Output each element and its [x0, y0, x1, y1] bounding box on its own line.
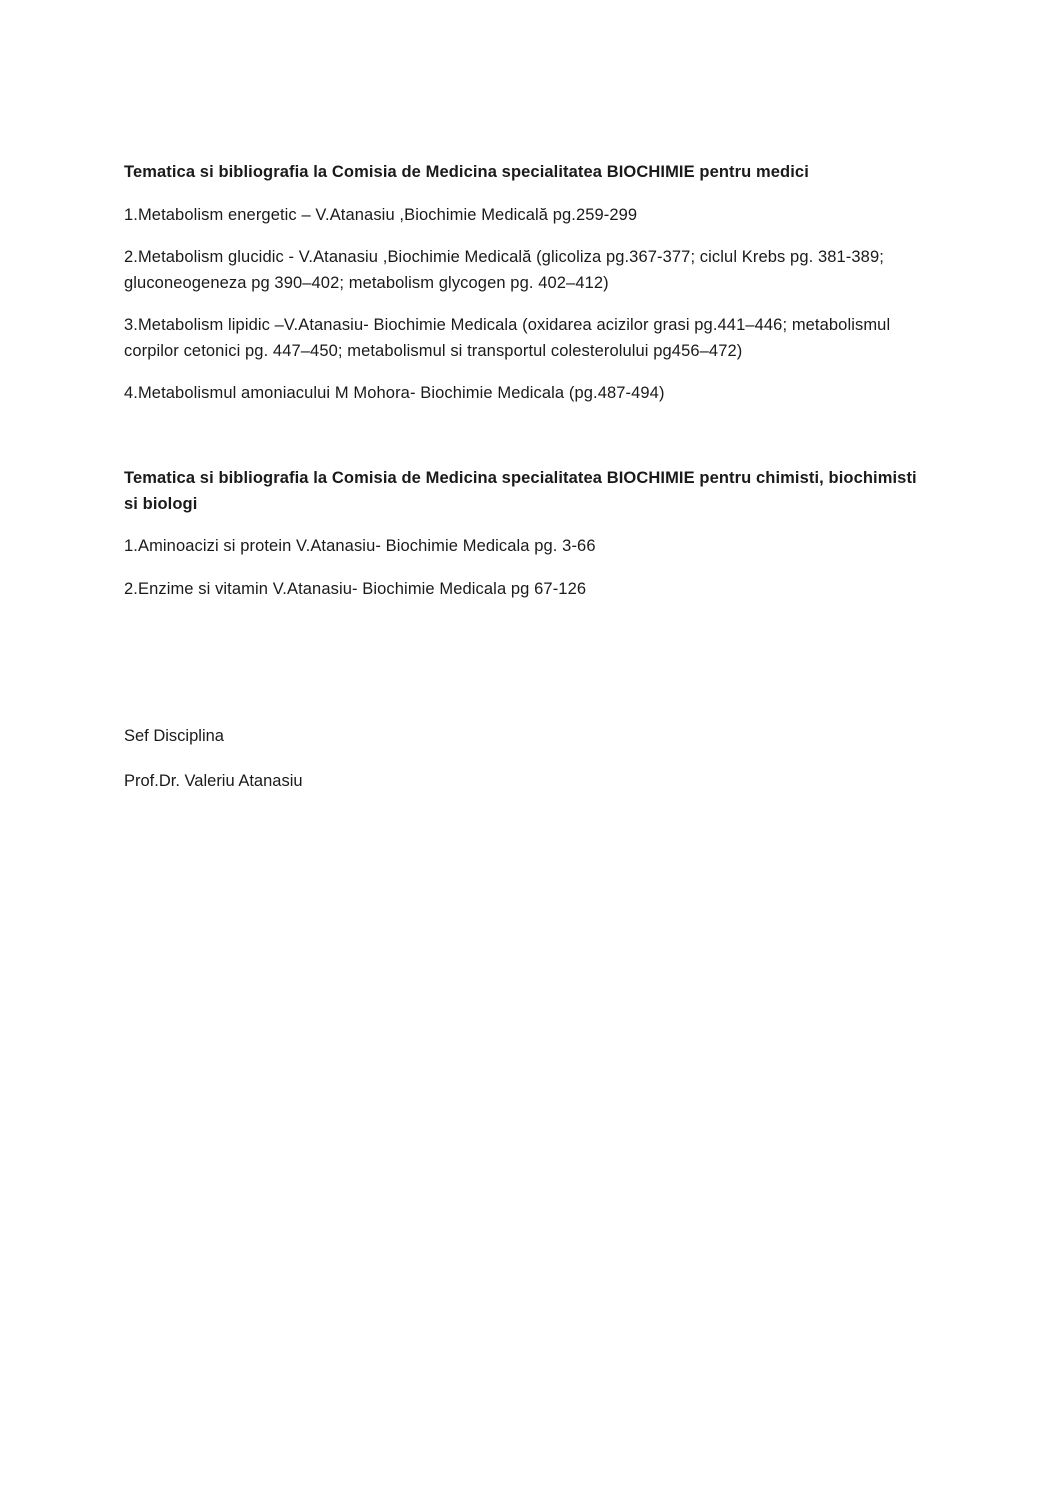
section-2-item-1: 1.Aminoacizi si protein V.Atanasiu- Biochimie Medicala pg. 3-66	[124, 537, 596, 556]
document-content	[124, 160, 924, 813]
section-2-item-2: 2.Enzime si vitamin V.Atanasiu- Biochimie Medicala pg 67-126	[124, 579, 587, 598]
section-1-item-2: 2.Metabolism glucidic - V.Atanasiu ,Biochimie Medicală (glicoliza pg.367-377; ciclul Krebs pg. 381-389; gluconeogeneza pg 390–402; metabolism glycogen pg. 402–412)	[124, 248, 884, 292]
section-divider-spacer	[124, 424, 924, 466]
section-1-item-1: 1.Metabolism energetic – V.Atanasiu ,Biochimie Medicală pg.259-299	[124, 205, 638, 224]
signature-spacer	[124, 619, 924, 724]
section-2-heading: Tematica si bibliografia la Comisia de Medicina specialitatea BIOCHIMIE pentru chimisti, biochimisti si biologi	[124, 468, 917, 513]
section-1-item-4: 4.Metabolismul amoniacului M Mohora- Biochimie Medicala (pg.487-494)	[124, 384, 665, 403]
section-1-heading: Tematica si bibliografia la Comisia de Medicina specialitatea BIOCHIMIE pentru medici	[124, 163, 809, 181]
signature-role: Sef Disciplina	[124, 727, 224, 746]
signature-name: Prof.Dr. Valeriu Atanasiu	[124, 771, 303, 790]
section-1-item-3: 3.Metabolism lipidic –V.Atanasiu- Biochimie Medicala (oxidarea acizilor grasi pg.441–446; metabolismul corpilor cetonici pg. 447–450; metabolismul si transportul colesterolului pg456–472)	[124, 316, 891, 360]
